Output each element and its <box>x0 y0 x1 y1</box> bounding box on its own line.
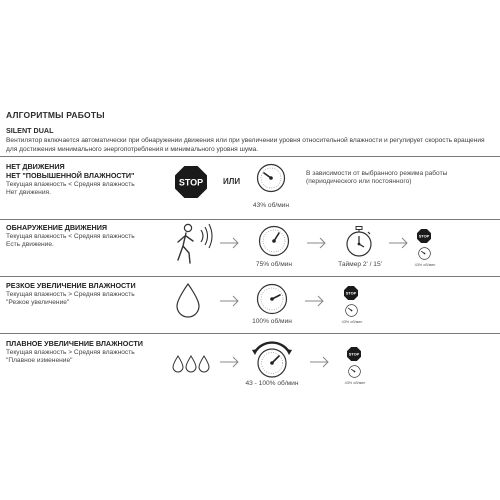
divider <box>0 333 500 334</box>
arrow-right-icon <box>389 237 409 249</box>
svg-text:STOP: STOP <box>348 351 360 357</box>
section1-heading: НЕТ ДВИЖЕНИЯ НЕТ "ПОВЫШЕННОЙ ВЛАЖНОСТИ" <box>6 162 135 180</box>
speed-gauge-icon <box>256 283 288 315</box>
arrow-right-icon <box>220 356 240 368</box>
svg-text:STOP: STOP <box>178 177 204 188</box>
section4-heading: ПЛАВНОЕ УВЕЛИЧЕНИЕ ВЛАЖНОСТИ <box>6 339 143 348</box>
section2-heading: ОБНАРУЖЕНИЕ ДВИЖЕНИЯ <box>6 223 108 232</box>
page-description: Вентилятор включается автоматически при обнаружении движения или при увеличении уровня относительной влажности и регулирует скорость вращения для достижения минимального энергопотребления и минимального уровня шума. <box>6 137 485 153</box>
svg-text:STOP: STOP <box>345 290 357 296</box>
speed-gauge-icon <box>348 365 361 378</box>
speed-label: 43% об/мин <box>341 320 363 324</box>
water-drops-icon <box>172 355 212 373</box>
or-label: ИЛИ <box>223 177 241 186</box>
page-title: АЛГОРИТМЫ РАБОТЫ <box>6 110 105 120</box>
speed-label: 100% об/мин <box>252 318 292 325</box>
section2-text: Текущая влажность < Средняя влажность Есть движение. <box>6 233 135 249</box>
speed-label: 43 - 100% об/мин <box>245 380 299 387</box>
water-drop-icon <box>175 283 201 319</box>
stop-sign-icon <box>417 229 431 243</box>
arrow-right-icon <box>310 356 330 368</box>
speed-gauge-icon <box>258 225 290 257</box>
divider <box>0 276 500 277</box>
variable-speed-gauge-icon <box>250 340 294 380</box>
mode-note: В зависимости от выбранного режима работы (периодического или постоянного) <box>306 170 448 186</box>
arrow-right-icon <box>220 237 240 249</box>
speed-label: 75% об/мин <box>255 261 293 268</box>
speed-gauge-icon <box>418 247 431 260</box>
arrow-right-icon <box>305 295 325 307</box>
section1-text: Текущая влажность < Средняя влажность Нет движения. <box>6 181 135 197</box>
stop-sign-icon <box>175 166 207 198</box>
divider <box>0 156 500 157</box>
speed-gauge-icon <box>345 304 358 317</box>
page-subtitle: SILENT DUAL <box>6 126 54 135</box>
stop-sign-icon <box>344 286 358 300</box>
arrow-right-icon <box>220 295 240 307</box>
stop-sign-icon <box>347 347 361 361</box>
speed-label: 43% об/мин <box>344 381 366 385</box>
section3-heading: РЕЗКОЕ УВЕЛИЧЕНИЕ ВЛАЖНОСТИ <box>6 281 136 290</box>
speed-label: 43% об/мин <box>414 263 436 267</box>
divider <box>0 219 500 220</box>
person-walking-icon <box>172 222 220 266</box>
arrow-right-icon <box>307 237 327 249</box>
section3-text: Текущая влажность > Средняя влажность "Резкое увеличение" <box>6 291 135 307</box>
speed-label: 43% об/мин <box>252 202 290 209</box>
svg-text:STOP: STOP <box>418 233 430 239</box>
stopwatch-icon <box>344 226 374 258</box>
timer-label: Таймер 2' / 15' <box>338 261 382 268</box>
section4-text: Текущая влажность > Средняя влажность "Плавное изменение" <box>6 349 135 365</box>
speed-gauge-icon <box>256 163 286 193</box>
